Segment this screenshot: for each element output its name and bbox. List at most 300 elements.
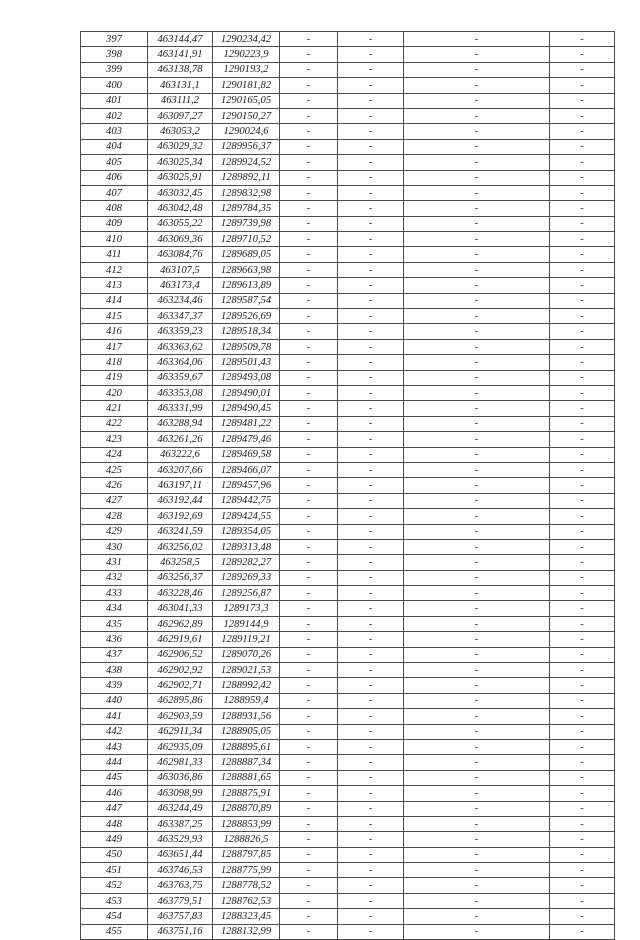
table-row — [81, 555, 615, 570]
empty-value-cell: - — [404, 878, 550, 893]
empty-value-cell: - — [550, 509, 615, 524]
empty-value-cell: - — [550, 724, 615, 739]
empty-value-cell: - — [550, 62, 615, 77]
empty-value-cell: - — [338, 755, 404, 770]
empty-value-cell: - — [550, 755, 615, 770]
empty-value-cell: - — [338, 770, 404, 785]
empty-value-cell: - — [550, 201, 615, 216]
empty-value-cell: - — [338, 924, 404, 939]
empty-value-cell: - — [550, 385, 615, 400]
point-number-cell: 424 — [81, 447, 148, 462]
x-coordinate-cell: 463347,37 — [148, 309, 213, 324]
empty-value-cell: - — [550, 555, 615, 570]
x-coordinate-cell: 463053,2 — [148, 124, 213, 139]
x-coordinate-cell: 463529,93 — [148, 832, 213, 847]
empty-value-cell: - — [338, 555, 404, 570]
empty-value-cell: - — [280, 416, 338, 431]
empty-value-cell: - — [280, 924, 338, 939]
x-coordinate-cell: 463763,75 — [148, 878, 213, 893]
empty-value-cell: - — [404, 93, 550, 108]
empty-value-cell: - — [280, 632, 338, 647]
y-coordinate-cell: 1289613,89 — [213, 278, 280, 293]
x-coordinate-cell: 463258,5 — [148, 555, 213, 570]
empty-value-cell: - — [338, 278, 404, 293]
empty-value-cell: - — [404, 355, 550, 370]
empty-value-cell: - — [404, 755, 550, 770]
empty-value-cell: - — [404, 139, 550, 154]
empty-value-cell: - — [550, 739, 615, 754]
table-row — [81, 201, 615, 216]
y-coordinate-cell: 1289269,33 — [213, 570, 280, 585]
empty-value-cell: - — [338, 108, 404, 123]
y-coordinate-cell: 1289469,58 — [213, 447, 280, 462]
y-coordinate-cell: 1290150,27 — [213, 108, 280, 123]
empty-value-cell: - — [404, 570, 550, 585]
y-coordinate-cell: 1288992,42 — [213, 678, 280, 693]
empty-value-cell: - — [404, 524, 550, 539]
table-row — [81, 832, 615, 847]
empty-value-cell: - — [338, 462, 404, 477]
x-coordinate-cell: 463084,76 — [148, 247, 213, 262]
point-number-cell: 409 — [81, 216, 148, 231]
empty-value-cell: - — [338, 847, 404, 862]
empty-value-cell: - — [280, 478, 338, 493]
empty-value-cell: - — [404, 385, 550, 400]
y-coordinate-cell: 1289689,05 — [213, 247, 280, 262]
table-row — [81, 185, 615, 200]
empty-value-cell: - — [404, 693, 550, 708]
empty-value-cell: - — [338, 816, 404, 831]
y-coordinate-cell: 1289119,21 — [213, 632, 280, 647]
empty-value-cell: - — [404, 447, 550, 462]
x-coordinate-cell: 463173,4 — [148, 278, 213, 293]
empty-value-cell: - — [338, 385, 404, 400]
point-number-cell: 452 — [81, 878, 148, 893]
empty-value-cell: - — [404, 863, 550, 878]
y-coordinate-cell: 1288797,85 — [213, 847, 280, 862]
table-row — [81, 616, 615, 631]
table-row — [81, 878, 615, 893]
empty-value-cell: - — [280, 770, 338, 785]
y-coordinate-cell: 1288905,05 — [213, 724, 280, 739]
empty-value-cell: - — [338, 155, 404, 170]
empty-value-cell: - — [338, 432, 404, 447]
point-number-cell: 439 — [81, 678, 148, 693]
x-coordinate-cell: 463234,46 — [148, 293, 213, 308]
empty-value-cell: - — [550, 370, 615, 385]
empty-value-cell: - — [550, 262, 615, 277]
empty-value-cell: - — [280, 170, 338, 185]
point-number-cell: 428 — [81, 509, 148, 524]
point-number-cell: 421 — [81, 401, 148, 416]
empty-value-cell: - — [280, 278, 338, 293]
table-row — [81, 462, 615, 477]
empty-value-cell: - — [550, 616, 615, 631]
table-row — [81, 570, 615, 585]
empty-value-cell: - — [338, 832, 404, 847]
x-coordinate-cell: 463256,02 — [148, 539, 213, 554]
x-coordinate-cell: 463261,26 — [148, 432, 213, 447]
empty-value-cell: - — [338, 509, 404, 524]
empty-value-cell: - — [280, 739, 338, 754]
table-row — [81, 786, 615, 801]
point-number-cell: 401 — [81, 93, 148, 108]
empty-value-cell: - — [404, 801, 550, 816]
table-border-tail — [80, 875, 81, 889]
empty-value-cell: - — [280, 262, 338, 277]
table-row — [81, 385, 615, 400]
empty-value-cell: - — [404, 724, 550, 739]
empty-value-cell: - — [280, 401, 338, 416]
empty-value-cell: - — [338, 570, 404, 585]
x-coordinate-cell: 463207,66 — [148, 462, 213, 477]
empty-value-cell: - — [404, 847, 550, 862]
x-coordinate-cell: 463651,44 — [148, 847, 213, 862]
table-row — [81, 432, 615, 447]
x-coordinate-cell: 462935,09 — [148, 739, 213, 754]
x-coordinate-cell: 462906,52 — [148, 647, 213, 662]
empty-value-cell: - — [404, 909, 550, 924]
table-row — [81, 647, 615, 662]
x-coordinate-cell: 463111,2 — [148, 93, 213, 108]
y-coordinate-cell: 1289256,87 — [213, 586, 280, 601]
empty-value-cell: - — [338, 247, 404, 262]
point-number-cell: 429 — [81, 524, 148, 539]
empty-value-cell: - — [550, 355, 615, 370]
y-coordinate-cell: 1289784,35 — [213, 201, 280, 216]
point-number-cell: 448 — [81, 816, 148, 831]
x-coordinate-cell: 463041,33 — [148, 601, 213, 616]
empty-value-cell: - — [404, 709, 550, 724]
empty-value-cell: - — [338, 786, 404, 801]
empty-value-cell: - — [338, 309, 404, 324]
empty-value-cell: - — [404, 432, 550, 447]
empty-value-cell: - — [550, 893, 615, 908]
table-row — [81, 416, 615, 431]
point-number-cell: 425 — [81, 462, 148, 477]
empty-value-cell: - — [280, 62, 338, 77]
empty-value-cell: - — [338, 863, 404, 878]
table-row — [81, 893, 615, 908]
x-coordinate-cell: 463025,91 — [148, 170, 213, 185]
empty-value-cell: - — [550, 693, 615, 708]
y-coordinate-cell: 1288853,99 — [213, 816, 280, 831]
y-coordinate-cell: 1288881,65 — [213, 770, 280, 785]
empty-value-cell: - — [404, 786, 550, 801]
empty-value-cell: - — [280, 447, 338, 462]
empty-value-cell: - — [404, 416, 550, 431]
x-coordinate-cell: 463751,16 — [148, 924, 213, 939]
empty-value-cell: - — [280, 570, 338, 585]
point-number-cell: 410 — [81, 232, 148, 247]
empty-value-cell: - — [550, 293, 615, 308]
empty-value-cell: - — [404, 247, 550, 262]
y-coordinate-cell: 1288826,5 — [213, 832, 280, 847]
empty-value-cell: - — [338, 447, 404, 462]
empty-value-cell: - — [280, 678, 338, 693]
empty-value-cell: - — [550, 47, 615, 62]
empty-value-cell: - — [338, 201, 404, 216]
point-number-cell: 423 — [81, 432, 148, 447]
table-row — [81, 339, 615, 354]
empty-value-cell: - — [280, 709, 338, 724]
empty-value-cell: - — [404, 647, 550, 662]
empty-value-cell: - — [338, 355, 404, 370]
empty-value-cell: - — [550, 570, 615, 585]
empty-value-cell: - — [280, 616, 338, 631]
x-coordinate-cell: 462911,34 — [148, 724, 213, 739]
x-coordinate-cell: 463779,51 — [148, 893, 213, 908]
y-coordinate-cell: 1290181,82 — [213, 78, 280, 93]
empty-value-cell: - — [280, 539, 338, 554]
empty-value-cell: - — [280, 755, 338, 770]
empty-value-cell: - — [404, 893, 550, 908]
empty-value-cell: - — [338, 93, 404, 108]
table-row — [81, 847, 615, 862]
point-number-cell: 427 — [81, 493, 148, 508]
x-coordinate-cell: 462981,33 — [148, 755, 213, 770]
x-coordinate-cell: 463036,86 — [148, 770, 213, 785]
point-number-cell: 413 — [81, 278, 148, 293]
y-coordinate-cell: 1289587,54 — [213, 293, 280, 308]
x-coordinate-cell: 463241,59 — [148, 524, 213, 539]
empty-value-cell: - — [338, 709, 404, 724]
x-coordinate-cell: 462919,61 — [148, 632, 213, 647]
empty-value-cell: - — [338, 47, 404, 62]
table-row — [81, 678, 615, 693]
x-coordinate-cell: 463359,67 — [148, 370, 213, 385]
table-row — [81, 139, 615, 154]
x-coordinate-cell: 462902,92 — [148, 663, 213, 678]
y-coordinate-cell: 1289501,43 — [213, 355, 280, 370]
empty-value-cell: - — [550, 647, 615, 662]
y-coordinate-cell: 1288778,52 — [213, 878, 280, 893]
table-row — [81, 924, 615, 939]
empty-value-cell: - — [280, 816, 338, 831]
table-row — [81, 155, 615, 170]
empty-value-cell: - — [550, 524, 615, 539]
empty-value-cell: - — [550, 462, 615, 477]
point-number-cell: 412 — [81, 262, 148, 277]
empty-value-cell: - — [280, 324, 338, 339]
y-coordinate-cell: 1289144,9 — [213, 616, 280, 631]
empty-value-cell: - — [404, 739, 550, 754]
empty-value-cell: - — [550, 139, 615, 154]
point-number-cell: 426 — [81, 478, 148, 493]
x-coordinate-cell: 463138,78 — [148, 62, 213, 77]
point-number-cell: 445 — [81, 770, 148, 785]
point-number-cell: 449 — [81, 832, 148, 847]
y-coordinate-cell: 1289424,55 — [213, 509, 280, 524]
point-number-cell: 451 — [81, 863, 148, 878]
empty-value-cell: - — [550, 339, 615, 354]
empty-value-cell: - — [338, 401, 404, 416]
point-number-cell: 403 — [81, 124, 148, 139]
empty-value-cell: - — [338, 539, 404, 554]
table-row — [81, 62, 615, 77]
empty-value-cell: - — [404, 509, 550, 524]
empty-value-cell: - — [280, 293, 338, 308]
empty-value-cell: - — [280, 786, 338, 801]
table-row — [81, 801, 615, 816]
point-number-cell: 447 — [81, 801, 148, 816]
empty-value-cell: - — [550, 832, 615, 847]
x-coordinate-cell: 463244,49 — [148, 801, 213, 816]
point-number-cell: 416 — [81, 324, 148, 339]
point-number-cell: 446 — [81, 786, 148, 801]
y-coordinate-cell: 1288762,53 — [213, 893, 280, 908]
empty-value-cell: - — [404, 493, 550, 508]
point-number-cell: 402 — [81, 108, 148, 123]
empty-value-cell: - — [338, 478, 404, 493]
empty-value-cell: - — [280, 724, 338, 739]
empty-value-cell: - — [550, 170, 615, 185]
empty-value-cell: - — [338, 416, 404, 431]
empty-value-cell: - — [338, 678, 404, 693]
empty-value-cell: - — [550, 863, 615, 878]
empty-value-cell: - — [338, 232, 404, 247]
point-number-cell: 404 — [81, 139, 148, 154]
empty-value-cell: - — [404, 293, 550, 308]
empty-value-cell: - — [338, 324, 404, 339]
table-row — [81, 770, 615, 785]
empty-value-cell: - — [280, 139, 338, 154]
x-coordinate-cell: 463746,53 — [148, 863, 213, 878]
table-row — [81, 693, 615, 708]
empty-value-cell: - — [404, 155, 550, 170]
empty-value-cell: - — [280, 47, 338, 62]
y-coordinate-cell: 1289282,27 — [213, 555, 280, 570]
point-number-cell: 433 — [81, 586, 148, 601]
table-row — [81, 247, 615, 262]
x-coordinate-cell: 463757,83 — [148, 909, 213, 924]
table-row — [81, 539, 615, 554]
x-coordinate-cell: 463107,5 — [148, 262, 213, 277]
table-row — [81, 755, 615, 770]
y-coordinate-cell: 1288931,56 — [213, 709, 280, 724]
empty-value-cell: - — [338, 586, 404, 601]
empty-value-cell: - — [404, 555, 550, 570]
empty-value-cell: - — [550, 909, 615, 924]
empty-value-cell: - — [404, 832, 550, 847]
table-row — [81, 401, 615, 416]
x-coordinate-cell: 463097,27 — [148, 108, 213, 123]
y-coordinate-cell: 1289490,45 — [213, 401, 280, 416]
empty-value-cell: - — [404, 462, 550, 477]
point-number-cell: 435 — [81, 616, 148, 631]
empty-value-cell: - — [404, 216, 550, 231]
point-number-cell: 417 — [81, 339, 148, 354]
empty-value-cell: - — [280, 847, 338, 862]
empty-value-cell: - — [338, 339, 404, 354]
point-number-cell: 431 — [81, 555, 148, 570]
y-coordinate-cell: 1289924,52 — [213, 155, 280, 170]
empty-value-cell: - — [280, 216, 338, 231]
point-number-cell: 441 — [81, 709, 148, 724]
empty-value-cell: - — [550, 663, 615, 678]
y-coordinate-cell: 1288875,91 — [213, 786, 280, 801]
empty-value-cell: - — [280, 124, 338, 139]
empty-value-cell: - — [550, 847, 615, 862]
empty-value-cell: - — [404, 278, 550, 293]
y-coordinate-cell: 1289832,98 — [213, 185, 280, 200]
table-row — [81, 309, 615, 324]
table-row — [81, 32, 615, 47]
point-number-cell: 408 — [81, 201, 148, 216]
empty-value-cell: - — [550, 816, 615, 831]
empty-value-cell: - — [280, 78, 338, 93]
empty-value-cell: - — [338, 62, 404, 77]
y-coordinate-cell: 1289956,37 — [213, 139, 280, 154]
empty-value-cell: - — [404, 616, 550, 631]
x-coordinate-cell: 463131,1 — [148, 78, 213, 93]
point-number-cell: 422 — [81, 416, 148, 431]
empty-value-cell: - — [280, 232, 338, 247]
empty-value-cell: - — [404, 539, 550, 554]
point-number-cell: 399 — [81, 62, 148, 77]
empty-value-cell: - — [280, 663, 338, 678]
point-number-cell: 397 — [81, 32, 148, 47]
empty-value-cell: - — [338, 32, 404, 47]
empty-value-cell: - — [550, 401, 615, 416]
empty-value-cell: - — [550, 478, 615, 493]
x-coordinate-cell: 463387,25 — [148, 816, 213, 831]
y-coordinate-cell: 1289313,48 — [213, 539, 280, 554]
point-number-cell: 438 — [81, 663, 148, 678]
x-coordinate-cell: 463288,94 — [148, 416, 213, 431]
y-coordinate-cell: 1289739,98 — [213, 216, 280, 231]
empty-value-cell: - — [338, 216, 404, 231]
empty-value-cell: - — [338, 601, 404, 616]
empty-value-cell: - — [280, 601, 338, 616]
point-number-cell: 414 — [81, 293, 148, 308]
empty-value-cell: - — [280, 493, 338, 508]
empty-value-cell: - — [404, 262, 550, 277]
empty-value-cell: - — [550, 247, 615, 262]
y-coordinate-cell: 1289466,07 — [213, 462, 280, 477]
point-number-cell: 450 — [81, 847, 148, 862]
empty-value-cell: - — [280, 339, 338, 354]
table-row — [81, 278, 615, 293]
x-coordinate-cell: 463256,37 — [148, 570, 213, 585]
point-number-cell: 454 — [81, 909, 148, 924]
empty-value-cell: - — [550, 416, 615, 431]
x-coordinate-cell: 463331,99 — [148, 401, 213, 416]
table-row — [81, 493, 615, 508]
empty-value-cell: - — [550, 878, 615, 893]
empty-value-cell: - — [550, 232, 615, 247]
empty-value-cell: - — [280, 385, 338, 400]
table-row — [81, 78, 615, 93]
empty-value-cell: - — [280, 878, 338, 893]
empty-value-cell: - — [550, 770, 615, 785]
empty-value-cell: - — [404, 586, 550, 601]
empty-value-cell: - — [280, 509, 338, 524]
point-number-cell: 436 — [81, 632, 148, 647]
x-coordinate-cell: 463364,06 — [148, 355, 213, 370]
y-coordinate-cell: 1289021,53 — [213, 663, 280, 678]
x-coordinate-cell: 463144,47 — [148, 32, 213, 47]
point-number-cell: 405 — [81, 155, 148, 170]
empty-value-cell: - — [404, 108, 550, 123]
y-coordinate-cell: 1290165,05 — [213, 93, 280, 108]
y-coordinate-cell: 1288895,61 — [213, 739, 280, 754]
x-coordinate-cell: 463353,08 — [148, 385, 213, 400]
x-coordinate-cell: 463197,11 — [148, 478, 213, 493]
empty-value-cell: - — [338, 139, 404, 154]
empty-value-cell: - — [338, 647, 404, 662]
empty-value-cell: - — [550, 309, 615, 324]
